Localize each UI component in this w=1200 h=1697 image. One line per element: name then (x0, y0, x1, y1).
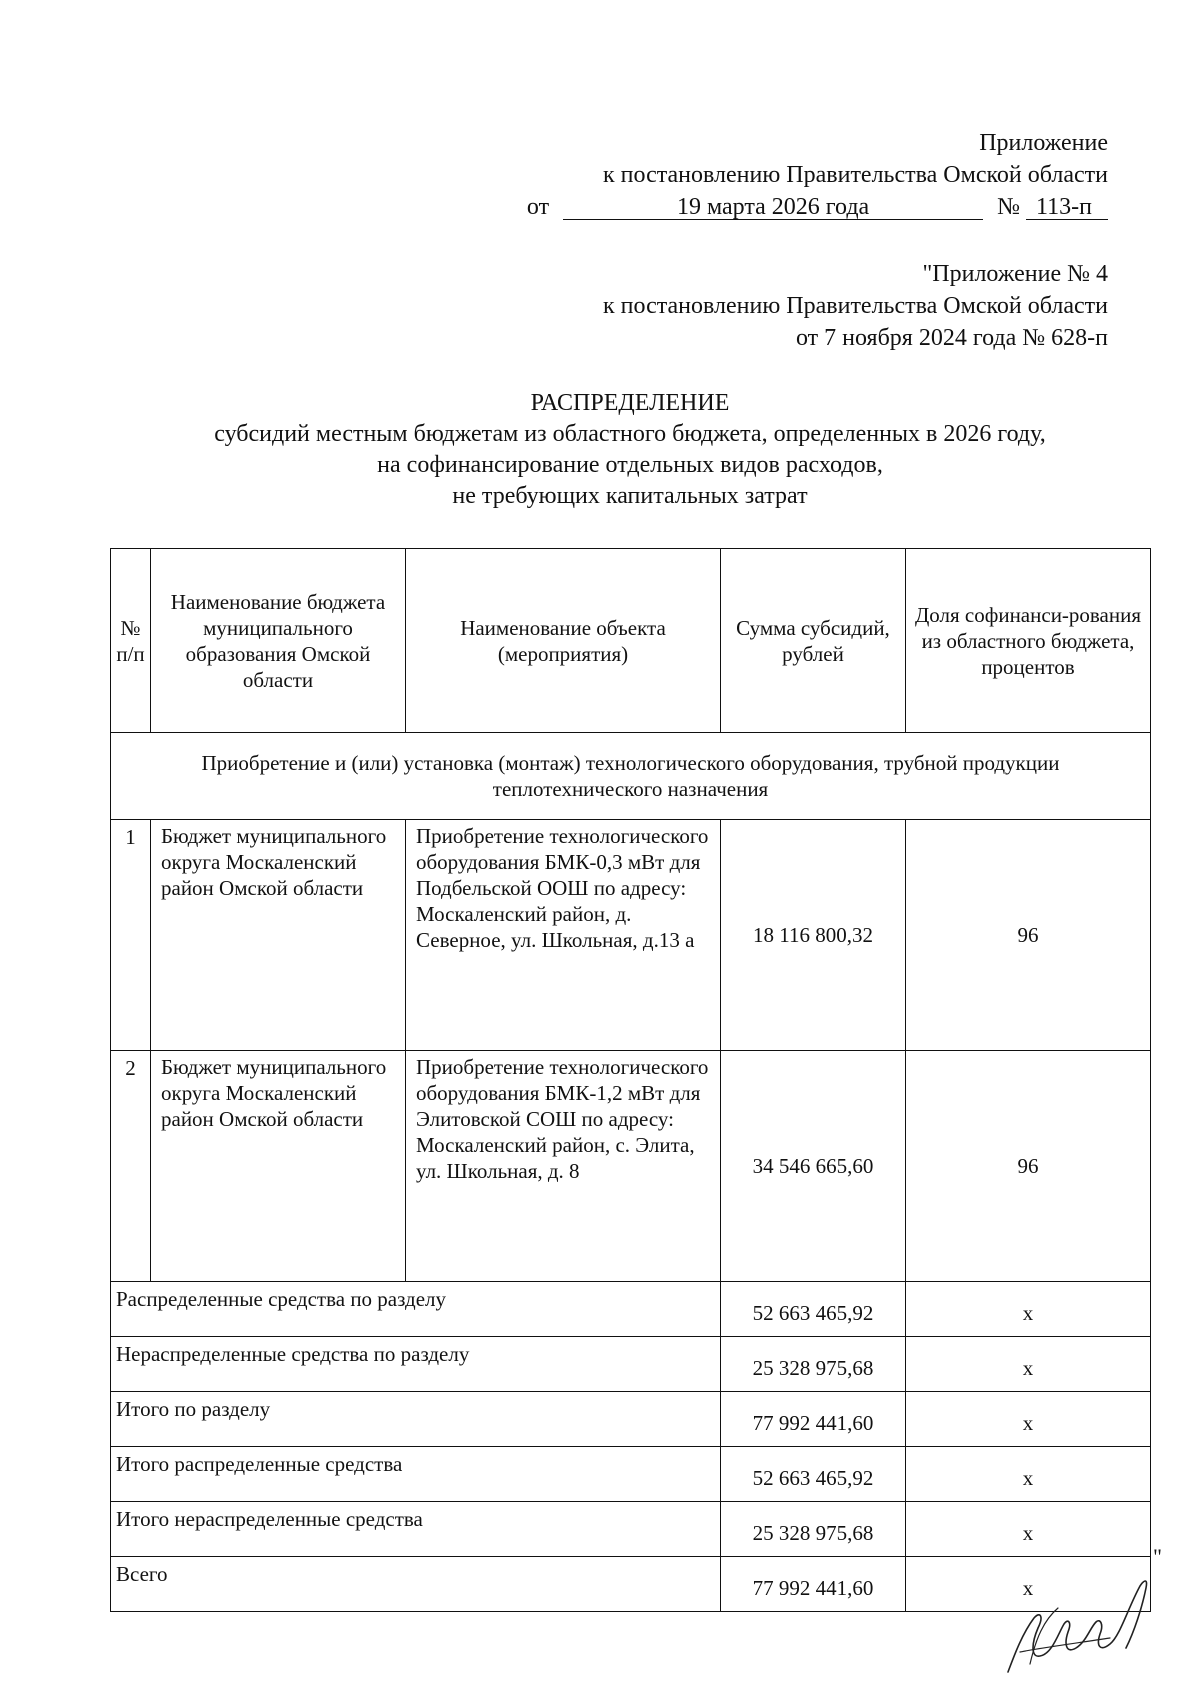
table-row (111, 1051, 1151, 1282)
closing-quote: " (1153, 1544, 1162, 1569)
section-title: Приобретение и (или) установка (монтаж) технологического оборудования, трубной продукции теплотехнического назначения (111, 733, 1151, 820)
appendix-header (527, 127, 1108, 223)
col-header-num: № п/п (111, 549, 151, 733)
total-row (111, 1337, 1151, 1392)
row-number: 2 (111, 1051, 151, 1282)
total-sum: 25 328 975,68 (721, 1337, 906, 1392)
title-heading: РАСПРЕДЕЛЕНИЕ (530, 390, 730, 416)
distribution-table (110, 548, 1151, 1612)
table-header-row (111, 549, 1151, 733)
title-line-3: не требующих капитальных затрат (452, 483, 808, 509)
col-header-budget: Наименование бюджета муниципального образования Омской области (151, 549, 406, 733)
title-line-2: на софинансирование отдельных видов расходов, (377, 452, 883, 478)
appendix-label: Приложение (979, 130, 1108, 156)
row-share: 96 (906, 820, 1151, 1051)
row-budget: Бюджет муниципального округа Москаленский район Омской области (151, 1051, 406, 1282)
total-share: х (906, 1337, 1151, 1392)
total-row (111, 1557, 1151, 1612)
reference-appendix-label: "Приложение № 4 (922, 261, 1108, 287)
section-row (111, 733, 1151, 820)
title-line-1: субсидий местным бюджетам из областного бюджета, определенных в 2026 году, (214, 421, 1046, 447)
total-sum: 52 663 465,92 (721, 1447, 906, 1502)
total-sum: 25 328 975,68 (721, 1502, 906, 1557)
row-sum: 18 116 800,32 (721, 820, 906, 1051)
total-share: х (906, 1557, 1151, 1612)
total-label: Распределенные средства по разделу (111, 1282, 721, 1337)
resolution-number: 113-п (1026, 195, 1108, 220)
total-share: х (906, 1502, 1151, 1557)
total-label: Всего (111, 1557, 721, 1612)
total-sum: 77 992 441,60 (721, 1557, 906, 1612)
from-label: от (526, 194, 550, 220)
table-row (111, 820, 1151, 1051)
total-row (111, 1392, 1151, 1447)
document-title (100, 388, 1160, 512)
number-label: № (997, 194, 1020, 220)
total-share: х (906, 1282, 1151, 1337)
row-number: 1 (111, 820, 151, 1051)
total-label: Нераспределенные средства по разделу (111, 1337, 721, 1392)
date-number-line (527, 191, 1108, 223)
total-label: Итого распределенные средства (111, 1447, 721, 1502)
total-sum: 52 663 465,92 (721, 1282, 906, 1337)
resolution-date: 19 марта 2026 года (563, 195, 983, 220)
total-label: Итого по разделу (111, 1392, 721, 1447)
reference-header (603, 258, 1108, 354)
row-budget: Бюджет муниципального округа Москаленский район Омской области (151, 820, 406, 1051)
row-object: Приобретение технологического оборудования БМК-1,2 мВт для Элитовской СОШ по адресу: Москаленский район, с. Элита, ул. Школьная, д. 8 (406, 1051, 721, 1282)
resolution-line: к постановлению Правительства Омской области (602, 162, 1108, 188)
col-header-share: Доля софинанси-рования из областного бюджета, процентов (906, 549, 1151, 733)
total-share: х (906, 1392, 1151, 1447)
total-row (111, 1282, 1151, 1337)
row-object: Приобретение технологического оборудования БМК-0,3 мВт для Подбельской ООШ по адресу: Москаленский район, д. Северное, ул. Школьная, д.13 а (406, 820, 721, 1051)
col-header-object: Наименование объекта (мероприятия) (406, 549, 721, 733)
total-sum: 77 992 441,60 (721, 1392, 906, 1447)
signature (1000, 1568, 1170, 1678)
total-row (111, 1447, 1151, 1502)
reference-date-line: от 7 ноября 2024 года № 628-п (796, 325, 1108, 351)
total-row (111, 1502, 1151, 1557)
reference-resolution-line: к постановлению Правительства Омской области (602, 293, 1108, 319)
row-sum: 34 546 665,60 (721, 1051, 906, 1282)
total-label: Итого нераспределенные средства (111, 1502, 721, 1557)
col-header-sum: Сумма субсидий, рублей (721, 549, 906, 733)
total-share: х (906, 1447, 1151, 1502)
row-share: 96 (906, 1051, 1151, 1282)
